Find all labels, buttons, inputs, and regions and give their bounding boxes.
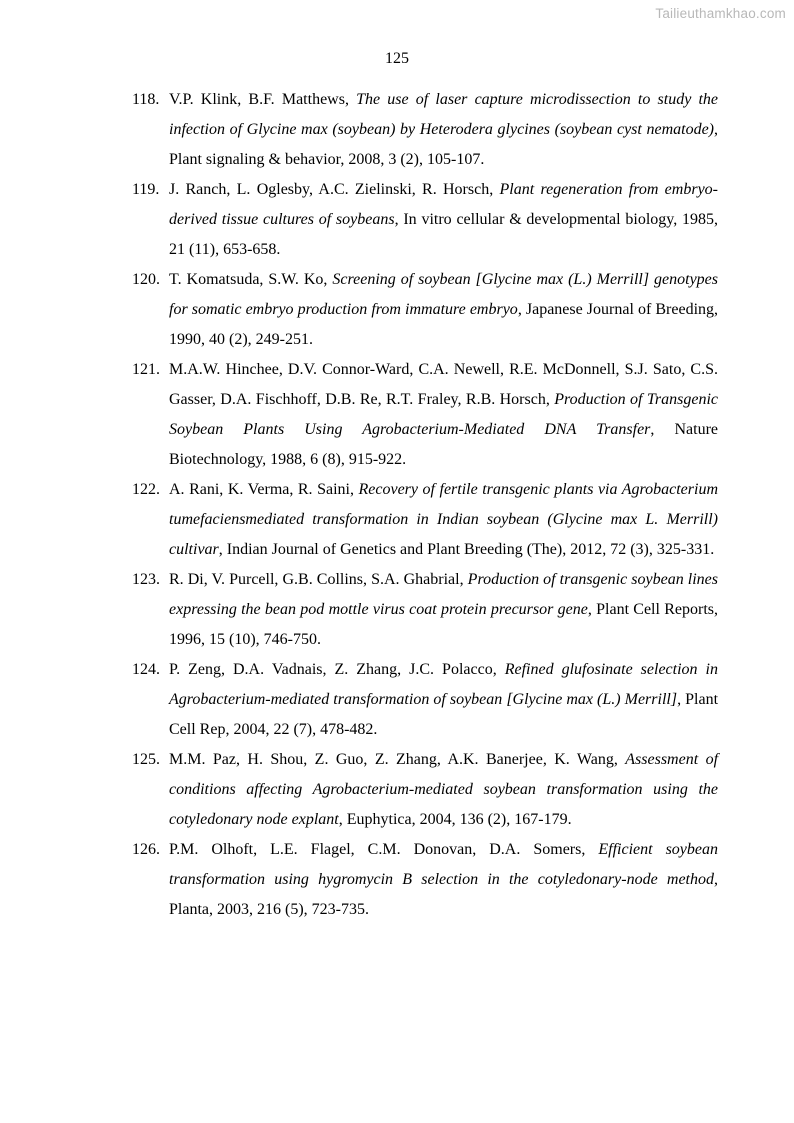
reference-item — [132, 655, 718, 745]
reference-number: 122. — [132, 481, 160, 498]
reference-source: , Plant Cell Reports, 1996, 15 (10), 746-750. — [169, 601, 718, 648]
reference-authors: M.A.W. Hinchee, D.V. Connor-Ward, C.A. Newell, R.E. McDonnell, S.J. Sato, C.S. Gasser, D.A. Fischhoff, D.B. Re, R.T. Fraley, R.B. Horsch, — [169, 361, 718, 408]
reference-item — [132, 355, 718, 475]
reference-title: Refined glufosinate selection in Agrobacterium-mediated transformation of soybean [Glycine max (L.) Merrill] — [169, 661, 719, 708]
reference-title: Recovery of fertile transgenic plants via Agrobacterium tumefaciensmediated transformation in Indian soybean (Glycine max L. Merrill) cultivar — [169, 481, 719, 558]
reference-item — [132, 85, 718, 175]
reference-title: Production of Transgenic Soybean Plants Using Agrobacterium-Mediated DNA Transfer — [169, 391, 718, 438]
reference-authors: P.M. Olhoft, L.E. Flagel, C.M. Donovan, D.A. Somers, — [169, 841, 599, 858]
reference-source: , Plant Cell Rep, 2004, 22 (7), 478-482. — [169, 691, 719, 738]
reference-item — [132, 745, 718, 835]
reference-source: , Indian Journal of Genetics and Plant Breeding (The), 2012, 72 (3), 325-331. — [218, 541, 715, 558]
reference-title: Screening of soybean [Glycine max (L.) Merrill] genotypes for somatic embryo production from immature embryo — [169, 271, 719, 318]
reference-item — [132, 265, 718, 355]
reference-authors: P. Zeng, D.A. Vadnais, Z. Zhang, J.C. Polacco, — [169, 661, 505, 678]
reference-number: 124. — [132, 661, 160, 678]
reference-item — [132, 565, 718, 655]
reference-authors: V.P. Klink, B.F. Matthews, — [169, 91, 357, 108]
reference-list — [132, 85, 718, 925]
reference-number: 125. — [132, 751, 160, 768]
reference-source: , Plant signaling & behavior, 2008, 3 (2), 105-107. — [169, 121, 718, 168]
reference-title: Plant regeneration from embryo-derived tissue cultures of soybeans — [169, 181, 718, 228]
reference-source: , Nature Biotechnology, 1988, 6 (8), 915-922. — [169, 421, 719, 468]
reference-title: Assessment of conditions affecting Agrobacterium-mediated soybean transformation using the cotyledonary node explant — [169, 751, 719, 828]
reference-number: 120. — [132, 271, 160, 288]
watermark: Tailieuthamkhao.com — [655, 6, 786, 21]
reference-authors: A. Rani, K. Verma, R. Saini, — [169, 481, 359, 498]
reference-number: 118. — [132, 91, 160, 108]
reference-authors: M.M. Paz, H. Shou, Z. Guo, Z. Zhang, A.K. Banerjee, K. Wang, — [169, 751, 626, 768]
reference-number: 121. — [132, 361, 160, 378]
reference-number: 123. — [132, 571, 160, 588]
reference-authors: J. Ranch, L. Oglesby, A.C. Zielinski, R. Horsch, — [169, 181, 500, 198]
reference-title: Production of transgenic soybean lines expressing the bean pod mottle virus coat protein precursor gene — [169, 571, 718, 618]
reference-source: , Japanese Journal of Breeding, 1990, 40 (2), 249-251. — [169, 301, 719, 348]
reference-number: 119. — [132, 181, 160, 198]
reference-item — [132, 475, 718, 565]
reference-number: 126. — [132, 841, 160, 858]
reference-authors: T. Komatsuda, S.W. Ko, — [169, 271, 333, 288]
reference-title: Efficient soybean transformation using hygromycin B selection in the cotyledonary-node method — [169, 841, 718, 888]
reference-source: , Euphytica, 2004, 136 (2), 167-179. — [338, 811, 572, 828]
reference-source: , Planta, 2003, 216 (5), 723-735. — [169, 871, 718, 918]
reference-title: The use of laser capture microdissection to study the infection of Glycine max (soybean) by Heterodera glycines (soybean cyst nematode) — [169, 91, 719, 138]
reference-item — [132, 175, 718, 265]
page-number: 125 — [385, 50, 409, 67]
reference-item — [132, 835, 718, 925]
reference-authors: R. Di, V. Purcell, G.B. Collins, S.A. Ghabrial, — [169, 571, 468, 588]
reference-source: , In vitro cellular & developmental biology, 1985, 21 (11), 653-658. — [169, 211, 718, 258]
